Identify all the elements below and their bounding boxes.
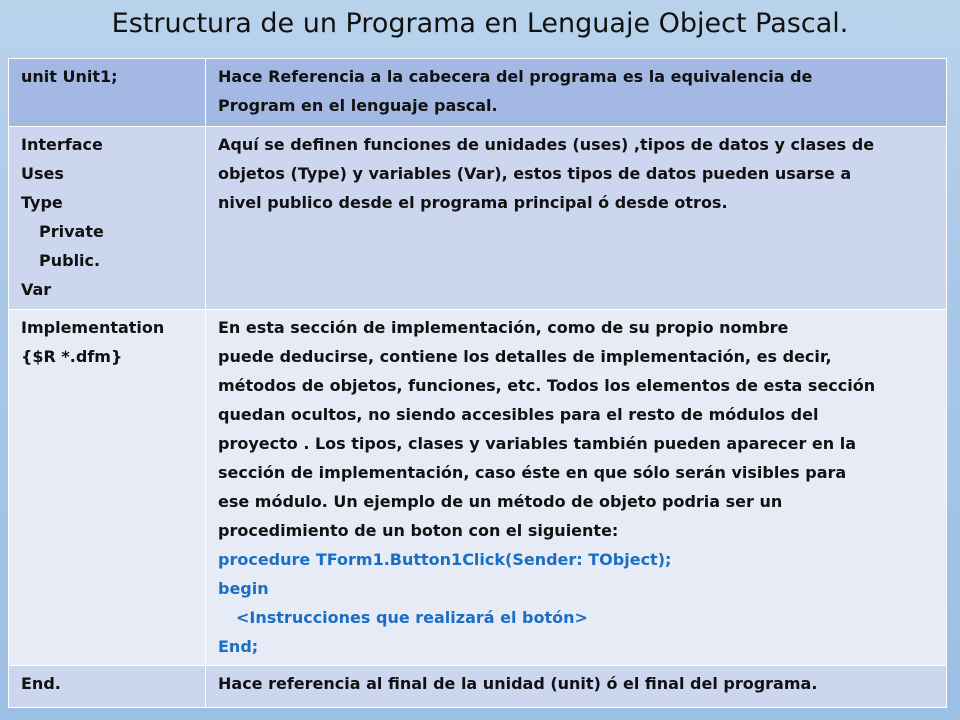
keyword-cell <box>9 127 206 310</box>
structure-table <box>8 58 947 708</box>
code-line: procedure TForm1.Button1Click(Sender: TObject); <box>218 550 672 569</box>
description-cell <box>206 59 947 127</box>
description-line: puede deducirse, contiene los detalles de implementación, es decir, <box>218 347 832 366</box>
description-line: Aquí se definen funciones de unidades (uses) ,tipos de datos y clases de <box>218 135 875 154</box>
keyword-line: End. <box>21 674 61 693</box>
slide-title: Estructura de un Programa en Lenguaje Object Pascal. <box>111 8 849 39</box>
keyword-cell <box>9 59 206 127</box>
keyword-line: Public. <box>39 251 101 270</box>
keyword-line: Private <box>39 222 104 241</box>
description-line: métodos de objetos, funciones, etc. Todos los elementos de esta sección <box>218 376 876 395</box>
description-cell <box>206 127 947 310</box>
description-cell <box>206 310 947 666</box>
description-line: Hace referencia al final de la unidad (unit) ó el final del programa. <box>218 674 818 693</box>
code-line: End; <box>218 637 259 656</box>
keyword-line: unit Unit1; <box>21 67 118 86</box>
description-line: En esta sección de implementación, como de su propio nombre <box>218 318 789 337</box>
keyword-cell <box>9 310 206 666</box>
code-line: begin <box>218 579 269 598</box>
keyword-line: Type <box>21 193 63 212</box>
description-line: proyecto . Los tipos, clases y variables también pueden aparecer en la <box>218 434 857 453</box>
description-line: procedimiento de un boton con el siguiente: <box>218 521 619 540</box>
description-line: Hace Referencia a la cabecera del programa es la equivalencia de <box>218 67 813 86</box>
code-line: <Instrucciones que realizará el botón> <box>236 608 588 627</box>
keyword-line: {$R *.dfm} <box>21 347 123 366</box>
description-line: objetos (Type) y variables (Var), estos tipos de datos pueden usarse a <box>218 164 852 183</box>
table-row-implementation <box>9 310 947 666</box>
table-row-unit <box>9 59 947 127</box>
keyword-line: Var <box>21 280 52 299</box>
description-line: sección de implementación, caso éste en que sólo serán visibles para <box>218 463 847 482</box>
description-line: Program en el lenguaje pascal. <box>218 96 498 115</box>
keyword-line: Interface <box>21 135 103 154</box>
keyword-line: Implementation <box>21 318 165 337</box>
table-row-interface <box>9 127 947 310</box>
keyword-cell <box>9 666 206 708</box>
table-row-end <box>9 666 947 708</box>
description-line: ese módulo. Un ejemplo de un método de objeto podria ser un <box>218 492 783 511</box>
description-cell <box>206 666 947 708</box>
description-line: nivel publico desde el programa principal ó desde otros. <box>218 193 728 212</box>
description-line: quedan ocultos, no siendo accesibles para el resto de módulos del <box>218 405 819 424</box>
keyword-line: Uses <box>21 164 64 183</box>
